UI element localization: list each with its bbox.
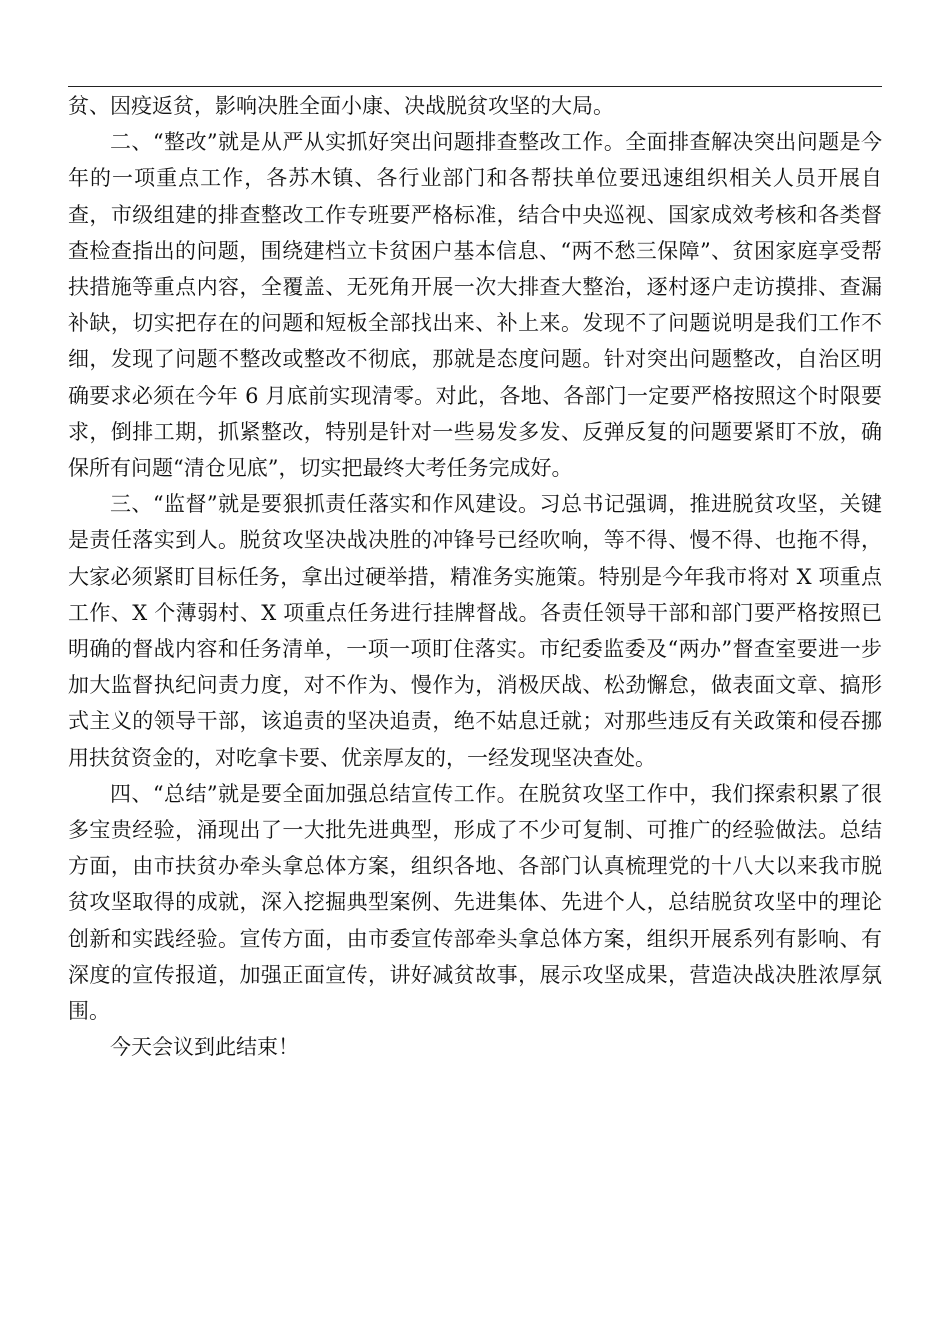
paragraph-continuation: 贫、因疫返贫，影响决胜全面小康、决战脱贫攻坚的大局。: [68, 94, 614, 118]
header-rule: [68, 86, 882, 87]
paragraph-summary: 四、“总结”就是要全面加强总结宣传工作。在脱贫攻坚工作中，我们探索积累了很多宝贵经验，涌现出了一大批先进典型，形成了不少可复制、可推广的经验做法。总结方面，由市扶贫办牵头拿总体方案，组织各地、各部门认真梳理党的十八大以来我市脱贫攻坚取得的成就，深入挖掘典型案例、先进集体、先进个人，总结脱贫攻坚中的理论创新和实践经验。宣传方面，由市委宣传部牵头拿总体方案，组织开展系列有影响、有深度的宣传报道，加强正面宣传，讲好减贫故事，展示攻坚成果，营造决战决胜浓厚氛围。: [68, 781, 882, 1024]
paragraph-rectification: 二、“整改”就是从严从实抓好突出问题排查整改工作。全面排查解决突出问题是今年的一项重点工作，各苏木镇、各行业部门和各帮扶单位要迅速组织相关人员开展自查，市级组建的排查整改工作专班要严格标准，结合中央巡视、国家成效考核和各类督查检查指出的问题，围绕建档立卡贫困户基本信息、“两不愁三保障”、贫困家庭享受帮扶措施等重点内容，全覆盖、无死角开展一次大排查大整治，逐村逐户走访摸排、查漏补缺，切实把存在的问题和短板全部找出来、补上来。发现不了问题说明是我们工作不细，发现了问题不整改或整改不彻底，那就是态度问题。针对突出问题整改，自治区明确要求必须在今年 6 月底前实现清零。对此，各地、各部门一定要严格按照这个时限要求，倒排工期，抓紧整改，特别是针对一些易发多发、反弹反复的问题要紧盯不放，确保所有问题“清仓见底”，切实把最终大考任务完成好。: [68, 130, 882, 481]
paragraph-closing: 今天会议到此结束！: [110, 1035, 299, 1060]
paragraph-supervision: 三、“监督”就是要狠抓责任落实和作风建设。习总书记强调，推进脱贫攻坚，关键是责任落实到人。脱贫攻坚决战决胜的冲锋号已经吹响，等不得、慢不得、也拖不得，大家必须紧盯目标任务，拿出过硬举措，精准务实施策。特别是今年我市将对 X 项重点工作、X 个薄弱村、X 项重点任务进行挂牌督战。各责任领导干部和部门要严格按照已明确的督战内容和任务清单，一项一项盯住落实。市纪委监委及“两办”督查室要进一步加大监督执纪问责力度，对不作为、慢作为，消极厌战、松劲懈怠，做表面文章、搞形式主义的领导干部，该追责的坚决追责，绝不姑息迁就；对那些违反有关政策和侵吞挪用扶贫资金的，对吃拿卡要、优亲厚友的，一经发现坚决查处。: [68, 492, 882, 770]
document-body: [68, 88, 882, 1065]
